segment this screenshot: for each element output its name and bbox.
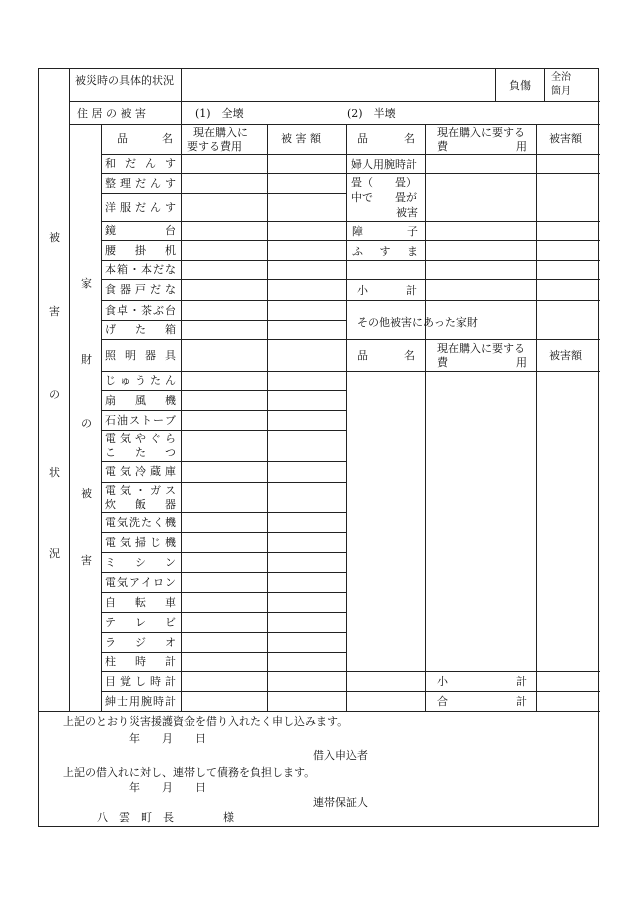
item-label: 食 卓 ・ 茶 ぶ 台	[105, 303, 176, 317]
item-label: 目 覚 し 時 計	[105, 674, 176, 688]
row-divider	[101, 260, 346, 261]
item-tatami-3: 被害	[396, 206, 418, 219]
item-label: 電 気 ア イ ロ ン	[105, 575, 176, 589]
item-label: テ レ ビ	[105, 615, 176, 629]
household-label-4: 被	[81, 487, 92, 500]
recovery-label-1: 全治	[551, 72, 571, 83]
grand-total: 合 計	[437, 695, 527, 708]
row-divider	[101, 390, 346, 391]
housing-damage-label: 住 居 の 被 害	[77, 107, 146, 120]
row-divider	[101, 279, 346, 280]
guarantee-date: 年 月 日	[129, 781, 206, 794]
item-label: 和 だ ん す	[105, 157, 176, 170]
item-label: 食 器 戸 だ な	[105, 283, 176, 296]
header-item-2: 品 名	[357, 132, 415, 145]
item-label: 整 理 だ ん す	[105, 176, 176, 190]
header-item: 品 名	[117, 132, 173, 145]
row-divider	[101, 371, 346, 372]
header-cost-2: 要する費用	[187, 140, 242, 153]
side-label-5: 況	[49, 547, 60, 560]
header-damage: 被 害 額	[281, 132, 321, 145]
header-cost2-1: 現在購入に要する	[437, 126, 525, 139]
application-statement: 上記のとおり災害援護資金を借り入れたく申し込みます。	[63, 715, 349, 728]
row-divider	[101, 339, 346, 340]
item-label: 照 明 器 具	[105, 348, 176, 362]
item-label: 本 箱 ・ 本 だ な	[105, 263, 176, 276]
row-divider	[101, 410, 346, 411]
item-tatami-2: 中で 畳が	[351, 191, 417, 204]
injury-label: 負傷	[509, 79, 531, 92]
header-cost-1: 現在購入に	[193, 126, 248, 139]
mayor-label: 八 雲 町 長	[97, 811, 174, 824]
household-label-2: 財	[81, 353, 92, 366]
row-divider	[101, 482, 346, 483]
row-divider	[101, 612, 346, 613]
item-label: ラ ジ オ	[105, 635, 176, 649]
item-label: 石 油 ス ト ー ブ	[105, 413, 176, 427]
item-label-line: 炊 飯 器	[105, 498, 176, 511]
item-label-line: 電 気 ・ ガ ス	[105, 484, 176, 497]
item-label: 電 気 洗 た く 機	[105, 515, 176, 529]
header-cost3-1: 現在購入に要する	[437, 342, 525, 355]
row-divider	[101, 632, 346, 633]
row-divider	[101, 691, 346, 692]
row-divider	[101, 240, 346, 241]
item-womens-watch: 婦人用腕時計	[351, 158, 417, 171]
item-shoji: 障 子	[352, 225, 418, 238]
housing-option-total: (1) 全壊	[195, 107, 244, 120]
row-divider	[101, 592, 346, 593]
item-label: 紳 士 用 腕 時 計	[105, 694, 176, 708]
subtotal-2: 小 計	[437, 675, 527, 688]
disaster-situation-label: 被災時の具体的状況	[75, 74, 174, 87]
application-date: 年 月 日	[129, 732, 206, 745]
header-damage-2: 被害額	[549, 132, 582, 145]
row-divider	[101, 652, 346, 653]
item-label: 扇 風 機	[105, 393, 176, 407]
row-divider	[101, 671, 346, 672]
row-divider	[101, 221, 346, 222]
header-damage-3: 被害額	[549, 349, 582, 362]
item-label: 電 気 掃 じ 機	[105, 535, 176, 549]
header-cost3-2: 費 用	[437, 356, 527, 369]
loan-application-form	[38, 68, 599, 827]
item-label: じ ゅ う た ん	[105, 374, 176, 387]
guarantee-statement: 上記の借入れに対し、連帯して債務を負担します。	[63, 766, 316, 779]
item-label: 鏡 台	[105, 224, 176, 237]
item-label-line: 電 気 や ぐ ら	[105, 432, 176, 445]
side-label-1: 被	[49, 231, 60, 244]
household-label-3: の	[81, 417, 92, 430]
side-label-2: 害	[49, 305, 60, 318]
household-label-1: 家	[81, 277, 92, 290]
side-label-3: の	[49, 388, 60, 401]
honorific-label: 様	[223, 811, 234, 824]
row-divider	[101, 320, 346, 321]
item-label: 電 気 冷 蔵 庫	[105, 465, 176, 478]
item-tatami-1: 畳（ 畳）	[351, 176, 417, 189]
item-label: げ た 箱	[105, 323, 176, 336]
row-divider	[101, 512, 346, 513]
item-label-line: こ た つ	[105, 446, 176, 459]
household-label-5: 害	[81, 554, 92, 567]
item-label: 柱 時 計	[105, 655, 176, 668]
housing-option-half: (2) 半壊	[347, 107, 396, 120]
row-divider	[101, 552, 346, 553]
row-divider	[101, 193, 346, 194]
other-items-heading: その他被害にあった家財	[357, 316, 478, 329]
applicant-label: 借入申込者	[313, 749, 368, 762]
side-label-4: 状	[49, 466, 60, 479]
item-label: 自 転 車	[105, 595, 176, 609]
header-cost2-2: 費 用	[437, 140, 527, 153]
item-label: 洋 服 だ ん す	[105, 200, 176, 214]
item-label: 腰 掛 机	[105, 243, 176, 257]
recovery-label-2: 箇月	[551, 86, 571, 97]
guarantor-label: 連帯保証人	[313, 796, 368, 809]
row-divider	[101, 173, 346, 174]
item-label: ミ シ ン	[105, 555, 176, 569]
header-item-3: 品 名	[357, 349, 415, 362]
item-fusuma: ふ す ま	[352, 245, 418, 258]
row-divider	[101, 532, 346, 533]
row-divider	[101, 430, 346, 431]
row-divider	[101, 300, 346, 301]
row-divider	[101, 572, 346, 573]
subtotal-1: 小 計	[357, 284, 417, 297]
row-divider	[101, 461, 346, 462]
